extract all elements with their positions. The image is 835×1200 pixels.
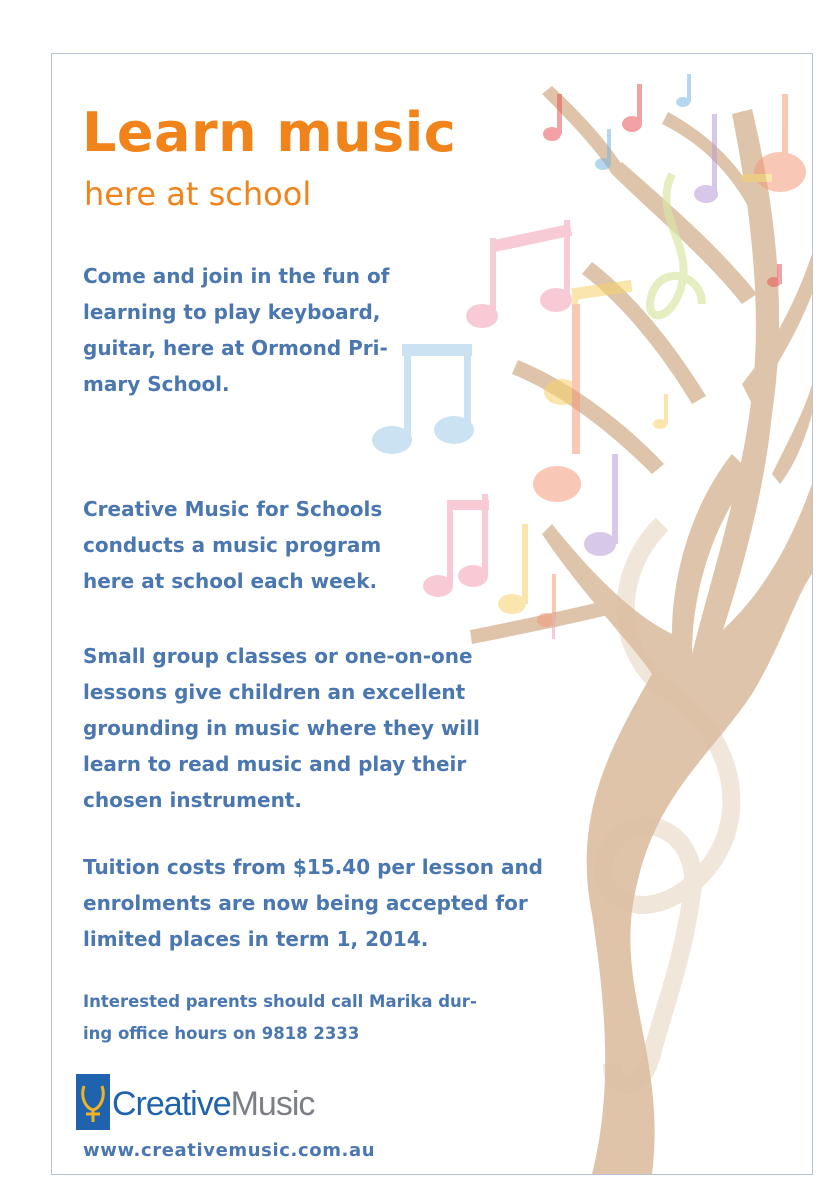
logo-wordmark <box>112 1082 314 1126</box>
logo-word-creative: Creative <box>112 1085 231 1123</box>
lyre-logo-icon <box>76 1074 110 1130</box>
flyer-page <box>51 53 813 1175</box>
classes-paragraph: Small group classes or one-on-one lessons give children an excellent grounding in music where they will learn to read music and play their chosen instrument. <box>83 644 480 812</box>
website-link[interactable]: www.creativemusic.com.au <box>83 1140 376 1161</box>
page-title: Learn music <box>82 101 457 164</box>
program-paragraph: Creative Music for Schools conducts a music program here at school each week. <box>83 497 383 593</box>
intro-paragraph: Come and join in the fun of learning to play keyboard, guitar, here at Ormond Pri- mary School. <box>83 264 390 396</box>
page-subtitle: here at school <box>84 175 312 213</box>
logo-word-music: Music <box>230 1085 315 1123</box>
tuition-paragraph: Tuition costs from $15.40 per lesson and enrolments are now being accepted for limited places in term 1, 2014. <box>83 855 543 951</box>
creative-music-logo <box>76 1072 376 1130</box>
contact-paragraph: Interested parents should call Marika dur- ing office hours on 9818 2333 <box>83 992 477 1043</box>
